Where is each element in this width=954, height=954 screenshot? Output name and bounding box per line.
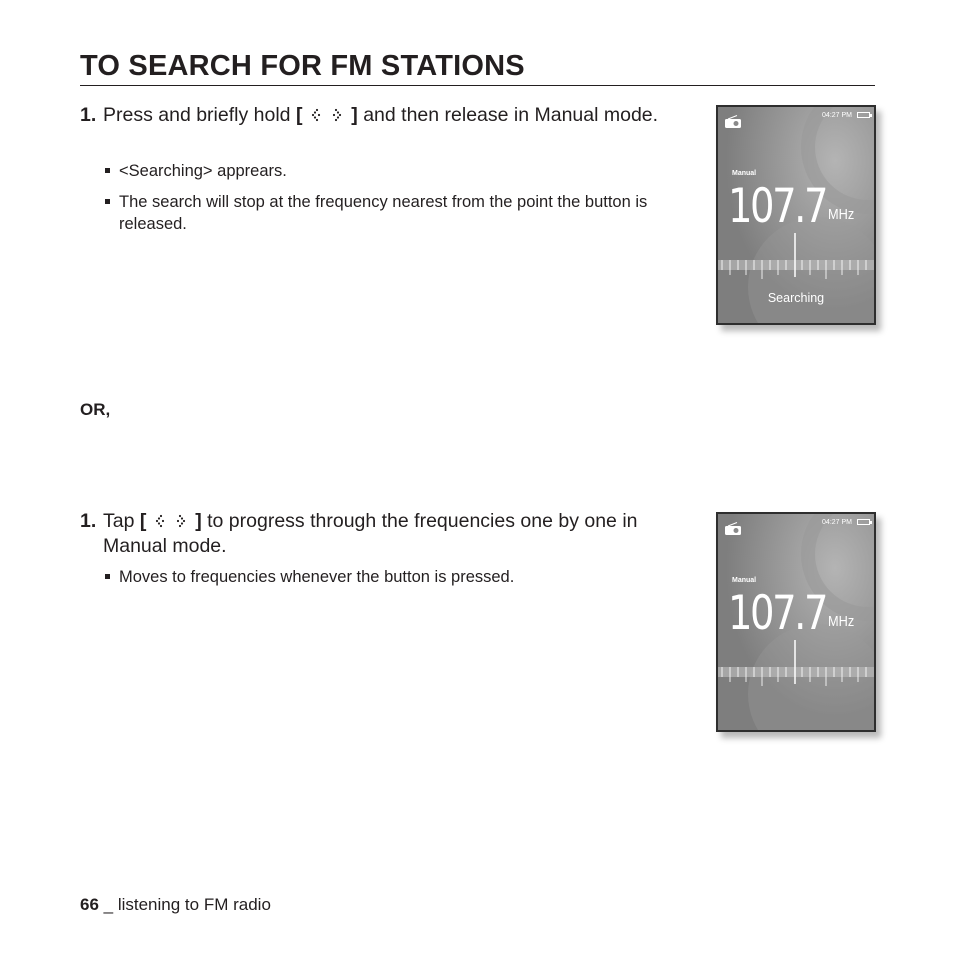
- searching-status: Searching: [767, 291, 825, 305]
- bracket-close: ]: [351, 104, 358, 126]
- left-right-arrow-icon: [308, 107, 346, 123]
- mode-label: Manual: [732, 170, 757, 177]
- battery-icon: [857, 519, 870, 525]
- frequency-value: 107.7: [728, 179, 827, 234]
- bracket-open: [: [139, 510, 147, 532]
- step-number: 1.: [80, 104, 97, 126]
- radio-icon: [724, 115, 742, 129]
- bullet-item: Moves to frequencies whenever the button is pressed.: [104, 566, 674, 588]
- footer-section-title: listening to FM radio: [117, 895, 271, 914]
- footer-separator: _: [98, 895, 118, 914]
- mode-label: Manual: [732, 577, 757, 584]
- page-number: 66: [80, 895, 99, 914]
- bullet-list: [104, 566, 674, 597]
- frequency-unit: MHz: [828, 206, 855, 223]
- clock-time: 04:27 PM: [822, 519, 852, 526]
- step-text-before: Press and briefly hold: [103, 104, 296, 126]
- page-footer: [80, 895, 271, 915]
- bullet-list: [104, 160, 674, 244]
- frequency-value: 107.7: [728, 586, 827, 641]
- battery-icon: [857, 112, 870, 118]
- step-text-after: and then release in Manual mode.: [357, 104, 659, 126]
- bullet-icon: [105, 199, 110, 204]
- bracket-close: ]: [195, 510, 202, 532]
- frequency-unit: MHz: [828, 613, 855, 630]
- device-screen-manual: [716, 512, 876, 732]
- step-text: [103, 103, 690, 128]
- radio-icon: [724, 522, 742, 536]
- clock-time: 04:27 PM: [822, 112, 852, 119]
- step-text-after: to progress through the frequencies one by one in Manual mode.: [103, 510, 638, 557]
- or-label: OR,: [80, 400, 111, 419]
- step-text-before: Tap: [103, 510, 140, 532]
- step-number: 1.: [80, 510, 97, 532]
- bullet-item: <Searching> apprears.: [104, 160, 674, 182]
- step-1-search-hold: [80, 103, 690, 128]
- page-title: TO SEARCH FOR FM STATIONS: [80, 50, 525, 82]
- step-1-tap: [80, 509, 690, 559]
- title-rule: [80, 85, 875, 86]
- bullet-icon: [105, 574, 110, 579]
- bullet-icon: [105, 168, 110, 173]
- left-right-arrow-icon: [152, 513, 190, 529]
- step-text: [103, 509, 690, 559]
- device-screen-searching: [716, 105, 876, 325]
- bracket-open: [: [295, 104, 303, 126]
- bullet-item: The search will stop at the frequency nearest from the point the button is released.: [104, 191, 674, 235]
